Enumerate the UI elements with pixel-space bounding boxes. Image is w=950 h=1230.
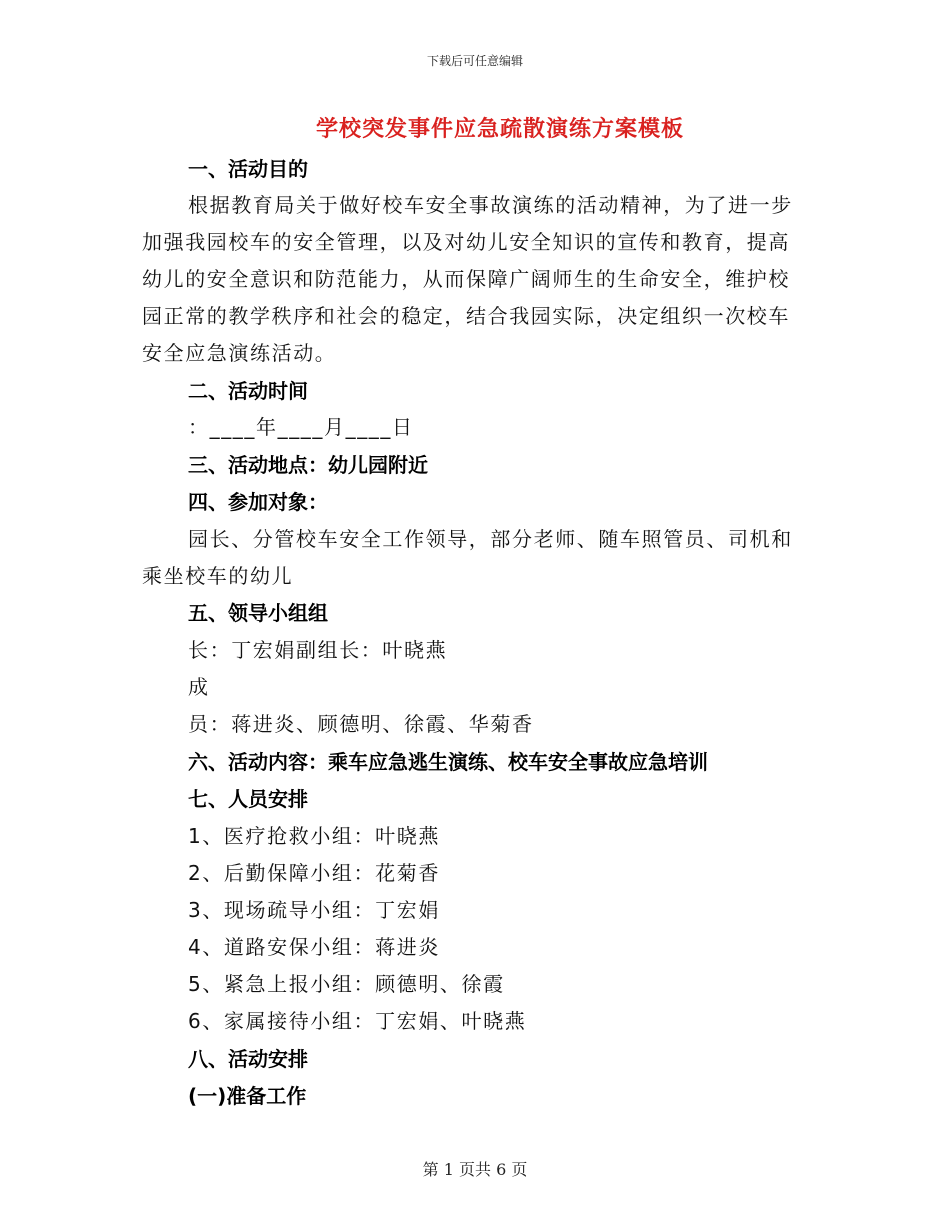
page-header-note: 下载后可任意编辑	[426, 54, 523, 68]
paragraph-line: 根据教育局关于做好校车安全事故演练的活动精神，为了进一步	[188, 193, 793, 217]
section-heading-content: 六、活动内容：乘车应急逃生演练、校车安全事故应急培训	[188, 750, 708, 774]
page-number-footer: 第 1 页共 6 页	[422, 1160, 528, 1179]
section-heading-leadership: 五、领导小组组	[188, 601, 328, 625]
paragraph-line: 员：蒋进炎、顾德明、徐霞、华菊香	[188, 712, 534, 736]
paragraph-line: 成	[188, 675, 210, 699]
subsection-heading-preparation: (一)准备工作	[188, 1084, 307, 1108]
paragraph-line: 园正常的教学秩序和社会的稳定，结合我园实际，决定组织一次校车	[142, 304, 790, 328]
paragraph-line: 幼儿的安全意识和防范能力，从而保障广阔师生的生命安全，维护校	[142, 267, 790, 291]
paragraph-line: 乘坐校车的幼儿	[142, 564, 294, 588]
list-item: 1、医疗抢救小组：叶晓燕	[188, 824, 440, 848]
paragraph-line: 安全应急演练活动。	[142, 341, 337, 365]
list-item: 3、现场疏导小组：丁宏娟	[188, 898, 440, 922]
section-heading-participants: 四、参加对象：	[188, 490, 328, 514]
list-item: 4、道路安保小组：蒋进炎	[188, 935, 440, 959]
section-heading-arrangement: 八、活动安排	[188, 1047, 308, 1071]
paragraph-line: 长：丁宏娟副组长：叶晓燕	[188, 638, 448, 662]
paragraph-line: 园长、分管校车安全工作领导，部分老师、随车照管员、司机和	[188, 527, 793, 551]
paragraph-line: 加强我园校车的安全管理，以及对幼儿安全知识的宣传和教育，提高	[142, 230, 790, 254]
section-heading-time: 二、活动时间	[188, 379, 308, 403]
list-item: 2、后勤保障小组：花菊香	[188, 861, 440, 885]
section-heading-location: 三、活动地点：幼儿园附近	[188, 453, 428, 477]
list-item: 6、家属接待小组：丁宏娟、叶晓燕	[188, 1009, 527, 1033]
section-heading-purpose: 一、活动目的	[188, 157, 308, 181]
list-item: 5、紧急上报小组：顾德明、徐霞	[188, 972, 505, 996]
section-heading-staffing: 七、人员安排	[188, 787, 308, 811]
date-line: ：____年____月____日	[188, 415, 414, 439]
document-title: 学校突发事件应急疏散演练方案模板	[315, 117, 684, 142]
